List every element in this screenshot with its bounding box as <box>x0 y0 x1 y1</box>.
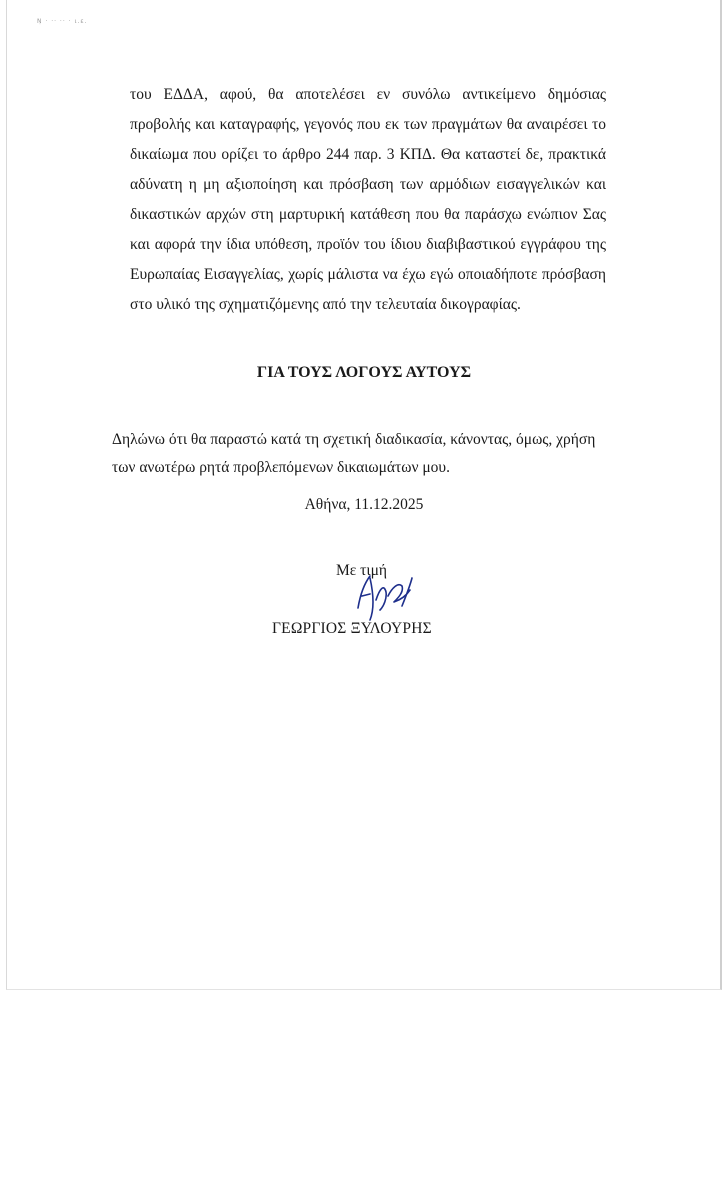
closing-salutation: Με τιμή <box>336 562 387 579</box>
signer-name: ΓΕΩΡΓΙΟΣ ΞΥΛΟΥΡΗΣ <box>272 620 432 637</box>
handwritten-signature-icon <box>340 566 420 626</box>
body-paragraph: του ΕΔΔΑ, αφού, θα αποτελέσει εν συνόλω αντικείμενο δημόσιας προβολής και καταγραφής, γεγονός που εκ των πραγμάτων θα αναιρέσει το δικαίωμα που ορίζει το άρθρο 244 παρ. 3 ΚΠΔ. Θα καταστεί δε, πρακτικά αδύνατη η μη αξιοποίηση και πρόσβαση των αρμόδιων εισαγγελικών και δικαστικών αρχών στη μαρτυρική κατάθεση που θα παράσχω ενώπιον Σας και αφορά την ίδια υπόθεση, προϊόν του ίδιου διαβιβαστικού εγγράφου της Ευρωπαίας Εισαγγελίας, χωρίς μάλιστα να έχω εγώ οποιαδήποτε πρόσβαση στο υλικό της σχηματιζόμενης από την τελευταία δικογραφίας. <box>130 86 606 313</box>
declaration-paragraph: Δηλώνω ότι θα παραστώ κατά τη σχετική διαδικασία, κάνοντας, όμως, χρήση των ανωτέρω ρητά προβλεπόμενων δικαιωμάτων μου. <box>112 431 596 476</box>
place-and-date: Αθήνα, 11.12.2025 <box>304 496 424 513</box>
section-heading: ΓΙΑ ΤΟΥΣ ΛΟΓΟΥΣ ΑΥΤΟΥΣ <box>256 364 472 381</box>
scan-corner-marks: Ν̣ · ·· ·· · ι.ε. <box>37 18 88 25</box>
